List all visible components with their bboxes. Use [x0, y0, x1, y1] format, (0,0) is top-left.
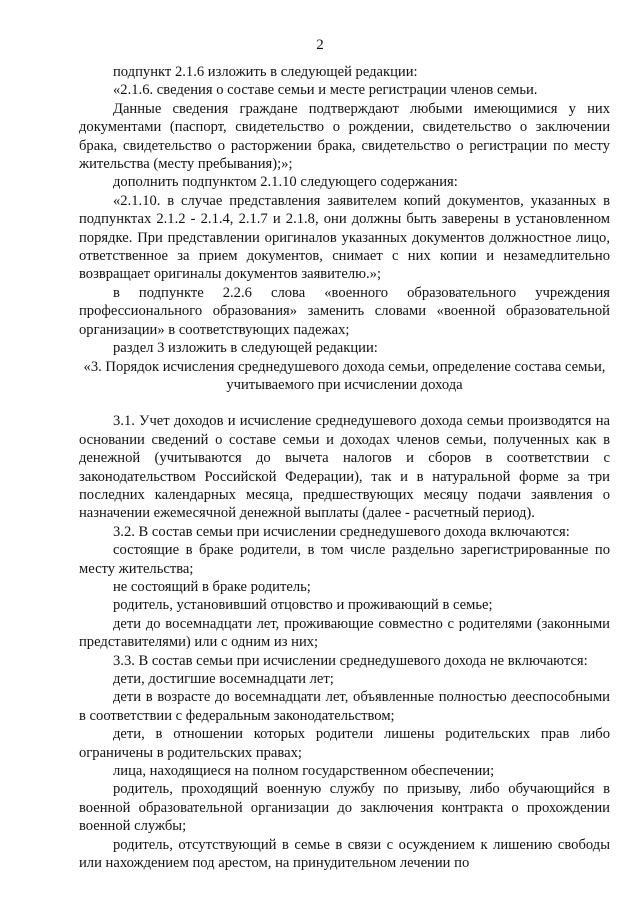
- paragraph: 3.2. В состав семьи при исчислении среднедушевого дохода включаются:: [113, 523, 570, 540]
- paragraph: раздел 3 изложить в следующей редакции:: [113, 340, 378, 357]
- paragraph: 3.1. Учет доходов и исчисление среднедушевого дохода семьи производятся на основании сведений о составе семьи и доходах членов семьи, полученных как в денежной (учитываются до вычета налогов и сборов в соответствии с законодательством Российской Федерации), так и в натуральной форме за три последних календарных месяца, предшествующих месяцу подачи заявления о назначении ежемесячной денежной выплаты (далее - расчетный период).: [79, 413, 610, 522]
- paragraph: состоящие в браке родители, в том числе раздельно зарегистрированные по месту жительства;: [79, 542, 610, 577]
- paragraph: лица, находящиеся на полном государственном обеспечении;: [113, 763, 495, 780]
- paragraph: не состоящий в браке родитель;: [113, 578, 311, 595]
- paragraph: «2.1.6. сведения о составе семьи и месте регистрации членов семьи.: [113, 82, 538, 99]
- paragraph: дети в возрасте до восемнадцати лет, объявленные полностью дееспособными в соответствии с федеральным законодательством;: [79, 689, 610, 724]
- section-heading: «3. Порядок исчисления среднедушевого дохода семьи, определение состава семьи, учитываемого при исчислении дохода: [83, 358, 606, 393]
- paragraph: «2.1.10. в случае представления заявителем копий документов, указанных в подпунктах 2.1.2 - 2.1.4, 2.1.7 и 2.1.8, они должны быть заверены в установленном порядке. При представлении оригиналов указанных документов должностное лицо, ответственное за прием документов, снимает с них копии и незамедлительно возвращает оригиналы документов заявителю.»;: [79, 192, 610, 283]
- paragraph: родитель, проходящий военную службу по призыву, либо обучающийся в военной образовательной организации до заключения контракта о прохождении военной службы;: [79, 781, 610, 835]
- paragraph: подпункт 2.1.6 изложить в следующей редакции:: [113, 64, 418, 80]
- paragraph: родитель, отсутствующий в семье в связи с осуждением к лишению свободы или нахождением под арестом, на принудительном лечении по: [79, 836, 610, 872]
- paragraph: дети, в отношении которых родители лишены родительских прав либо ограничены в родительских правах;: [79, 726, 610, 761]
- paragraph: 3.3. В состав семьи при исчислении среднедушевого дохода не включаются:: [113, 652, 588, 669]
- page-number: 2: [316, 37, 324, 53]
- paragraph: родитель, установивший отцовство и проживающий в семье;: [113, 597, 493, 614]
- paragraph: дети до восемнадцати лет, проживающие совместно с родителями (законными представителями) или с одним из них;: [79, 615, 610, 651]
- section-spacer: [79, 394, 610, 412]
- paragraph: Данные сведения граждане подтверждают любыми имеющимися у них документами (паспорт, свидетельство о рождении, свидетельство о заключении брака, свидетельство о расторжении брака, свидетельство о регистрации по месту жительства (месту пребывания);»;: [79, 100, 610, 173]
- document-body: [79, 63, 610, 872]
- paragraph: в подпункте 2.2.6 слова «военного образовательного учреждения профессионального образования» заменить словами «военной образовательной организации» в соответствующих падежах;: [79, 284, 610, 338]
- paragraph: дети, достигшие восемнадцати лет;: [113, 671, 334, 687]
- paragraph: дополнить подпунктом 2.1.10 следующего содержания:: [113, 174, 458, 191]
